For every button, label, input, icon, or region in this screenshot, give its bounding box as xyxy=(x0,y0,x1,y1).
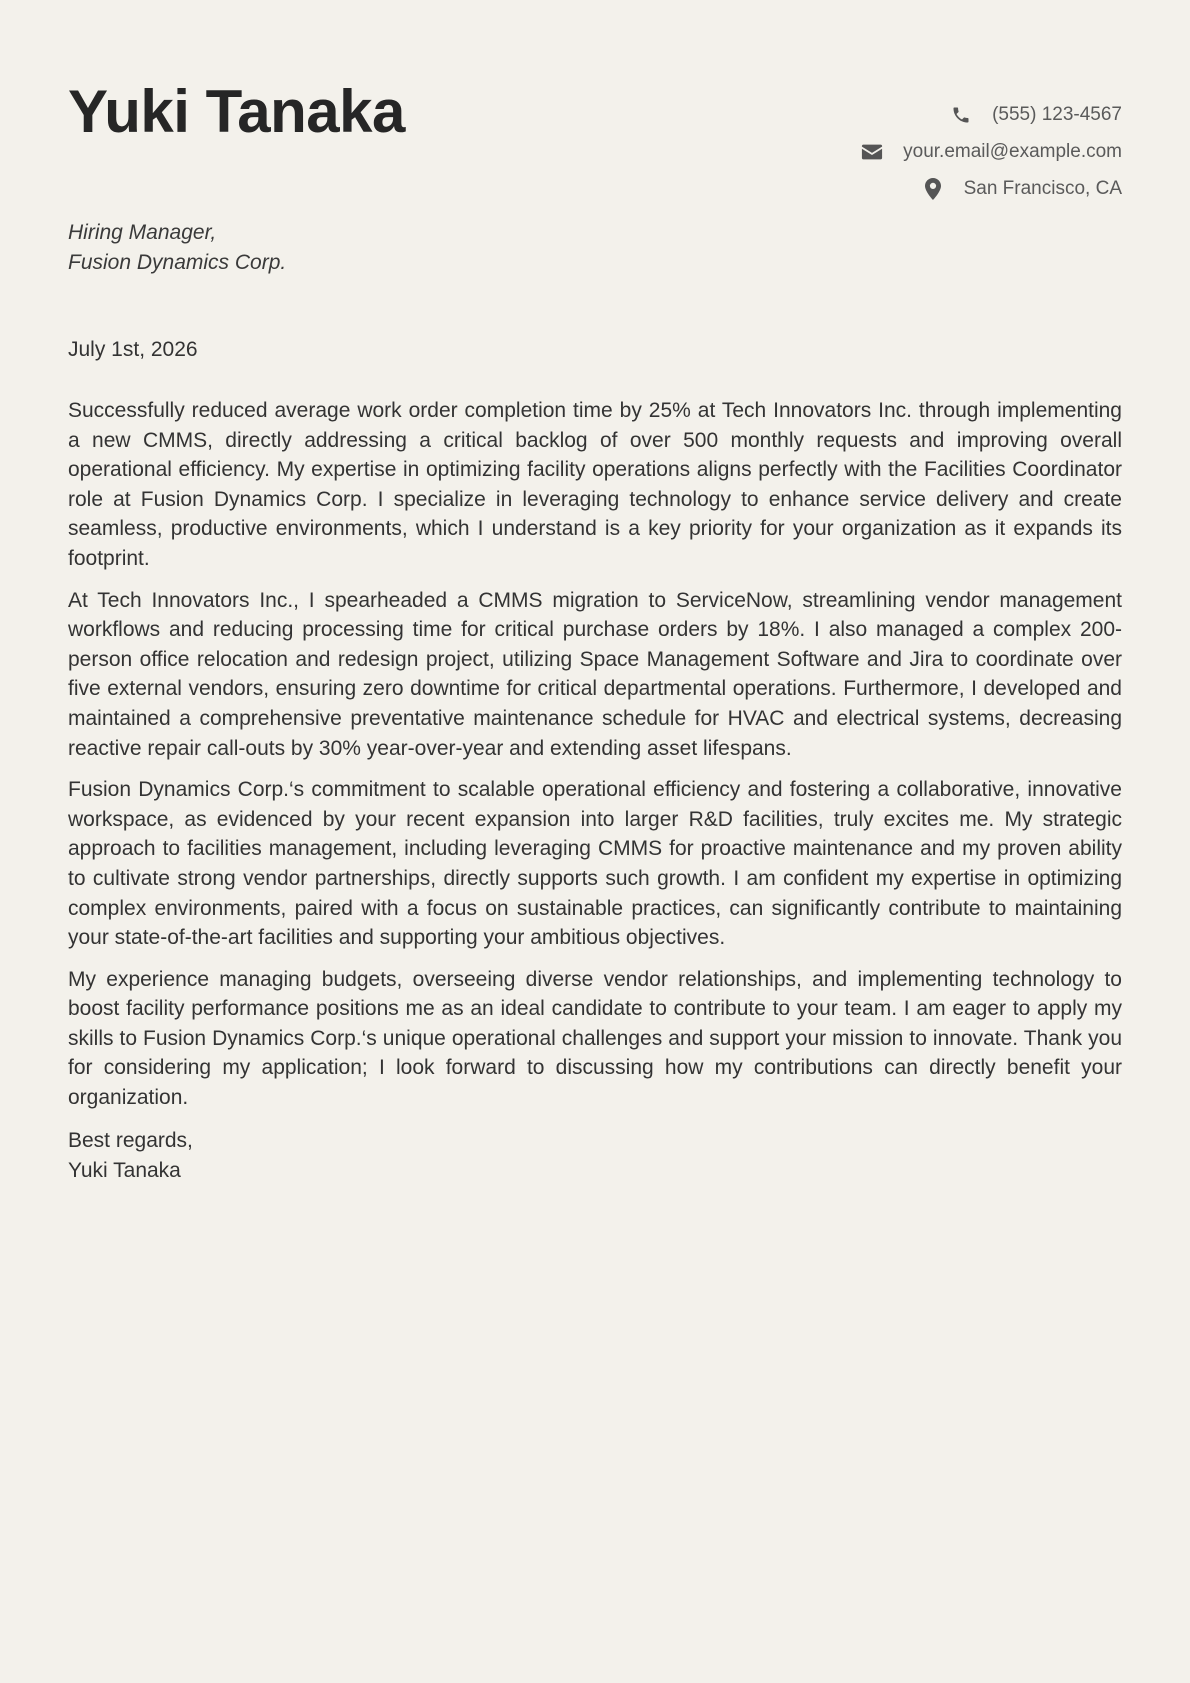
contact-info xyxy=(861,96,1122,207)
letter-header xyxy=(68,0,1122,210)
envelope-icon xyxy=(861,141,883,163)
recipient-company: Fusion Dynamics Corp. xyxy=(68,251,287,274)
cover-letter-page xyxy=(68,0,1122,1683)
letter-closing xyxy=(68,1126,193,1186)
closing-signature: Yuki Tanaka xyxy=(68,1159,181,1182)
phone-icon xyxy=(950,104,972,126)
body-paragraph: My experience managing budgets, overseeing diverse vendor relationships, and implementing technology to boost facility performance positions me as an ideal candidate to contribute to your team. I am eager to apply my skills to Fusion Dynamics Corp.‘s unique operational challenges and support your mission to innovate. Thank you for considering my application; I look forward to discussing how my contributions can directly benefit your organization. xyxy=(68,967,1122,1110)
contact-location xyxy=(861,170,1122,207)
recipient-block xyxy=(68,218,286,278)
body-paragraph: Successfully reduced average work order completion time by 25% at Tech Innovators Inc. through implementing a new CMMS, directly addressing a critical backlog of over 500 monthly requests and improving overall operational efficiency. My expertise in optimizing facility operations aligns perfectly with the Facilities Coordinator role at Fusion Dynamics Corp. I specialize in leveraging technology to enhance service delivery and create seamless, productive environments, which I understand is a key priority for your organization as it expands its footprint. xyxy=(68,399,1122,570)
closing-salutation: Best regards, xyxy=(68,1129,193,1152)
contact-email xyxy=(861,133,1122,170)
body-paragraph: Fusion Dynamics Corp.‘s commitment to scalable operational efficiency and fostering a collaborative, innovative workspace, as evidenced by your recent expansion into larger R&D facilities, truly excites me. My strategic approach to facilities management, including leveraging CMMS for proactive maintenance and my proven ability to cultivate strong vendor partnerships, directly supports such growth. I am confident my expertise in optimizing complex environments, paired with a focus on sustainable practices, can significantly contribute to maintaining your state-of-the-art facilities and supporting your ambitious objectives. xyxy=(68,778,1122,950)
phone-text: (555) 123-4567 xyxy=(992,103,1122,125)
recipient-title: Hiring Manager, xyxy=(68,221,217,244)
location-text: San Francisco, CA xyxy=(963,177,1122,199)
map-pin-icon xyxy=(922,178,944,200)
letter-date: July 1st, 2026 xyxy=(68,338,198,361)
body-paragraph: At Tech Innovators Inc., I spearheaded a CMMS migration to ServiceNow, streamlining vendor management workflows and reducing processing time for critical purchase orders by 18%. I also managed a complex 200-person office relocation and redesign project, utilizing Space Management Software and Jira to coordinate over five external vendors, ensuring zero downtime for critical departmental operations. Furthermore, I developed and maintained a comprehensive preventative maintenance schedule for HVAC and electrical systems, decreasing reactive repair call-outs by 30% year-over-year and extending asset lifespans. xyxy=(68,588,1122,760)
email-text: your.email@example.com xyxy=(903,140,1122,162)
letter-body xyxy=(68,396,1122,1125)
contact-phone xyxy=(861,96,1122,133)
applicant-name: Yuki Tanaka xyxy=(68,78,405,145)
